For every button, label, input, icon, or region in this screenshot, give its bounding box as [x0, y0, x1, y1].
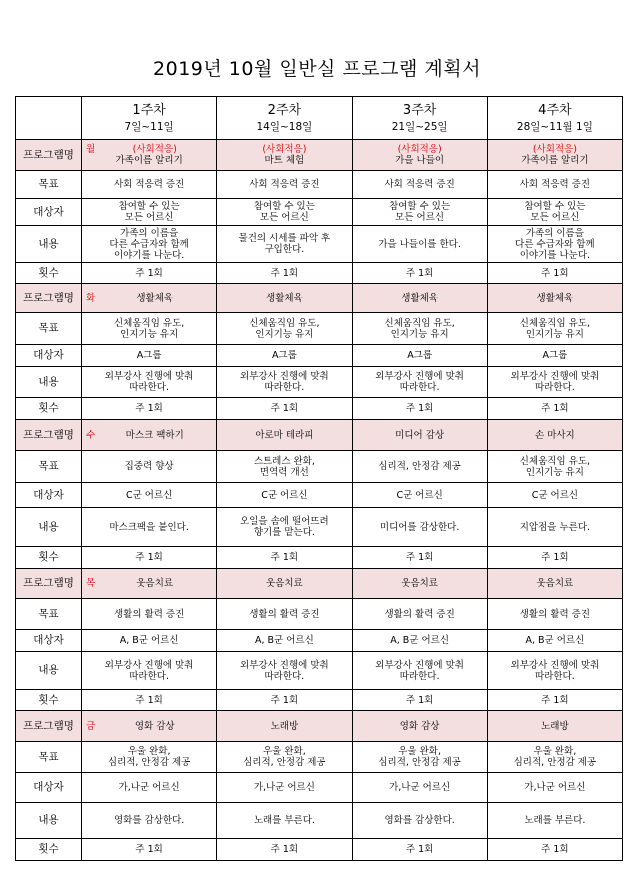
day-label: 월: [86, 144, 96, 155]
content-cell: 지압점을 누른다.: [487, 508, 622, 547]
day-label: 수: [86, 429, 96, 441]
target-cell: 참여할 수 있는 모든 어르신: [217, 199, 352, 226]
program-label: 프로그램명: [16, 284, 82, 313]
target-cell: A그룹: [217, 345, 352, 367]
target-cell: A그룹: [82, 345, 217, 367]
target-cell: A, B군 어르신: [82, 630, 217, 652]
target-row: [16, 199, 623, 226]
content-label: 내용: [16, 803, 82, 839]
goal-cell: 우울 완화, 심리적, 안정감 제공: [352, 742, 487, 773]
program-cell: [487, 284, 622, 313]
program-cell: [487, 711, 622, 742]
target-row: [16, 483, 623, 508]
target-row: [16, 345, 623, 367]
count-cell: 주 1회: [217, 398, 352, 420]
goal-row: [16, 599, 623, 630]
program-cell: [352, 420, 487, 451]
program-cell: [82, 284, 217, 313]
count-cell: 주 1회: [82, 839, 217, 861]
target-row: [16, 773, 623, 803]
program-name: 가을 나들이: [395, 155, 445, 166]
program-tag: (사회적응): [262, 144, 307, 155]
goal-row: [16, 451, 623, 483]
goal-row: [16, 742, 623, 773]
goal-cell: 신체움직임 유도, 인지기능 유지: [487, 451, 622, 483]
goal-cell: 스트레스 완화, 면역력 개선: [217, 451, 352, 483]
day-label: 목: [86, 578, 96, 589]
target-cell: 가,나군 어르신: [82, 773, 217, 803]
content-cell: 노래를 부른다.: [487, 803, 622, 839]
program-tag: (사회적응): [397, 144, 442, 155]
content-label: 내용: [16, 652, 82, 690]
count-cell: 주 1회: [352, 547, 487, 569]
target-label: 대상자: [16, 773, 82, 803]
target-cell: A그룹: [352, 345, 487, 367]
day-label: 금: [86, 720, 96, 732]
content-label: 내용: [16, 226, 82, 263]
goal-cell: 신체움직임 유도, 인지기능 유지: [352, 313, 487, 345]
goal-cell: 사회 적응력 증진: [352, 171, 487, 199]
header-row: [16, 97, 623, 140]
program-cell: [217, 569, 352, 599]
program-cell: [217, 420, 352, 451]
target-row: [16, 630, 623, 652]
target-cell: A, B군 어르신: [487, 630, 622, 652]
content-cell: 가족의 이름을 다른 수급자와 함께 이야기를 나눈다.: [487, 226, 622, 263]
count-cell: 주 1회: [487, 547, 622, 569]
corner-cell: [16, 97, 82, 140]
count-cell: 주 1회: [217, 839, 352, 861]
count-label: 횟수: [16, 690, 82, 711]
content-cell: 외부강사 진행에 맞춰 따라한다.: [352, 367, 487, 398]
goal-row: [16, 171, 623, 199]
target-cell: 참여할 수 있는 모든 어르신: [82, 199, 217, 226]
count-cell: 주 1회: [217, 690, 352, 711]
content-cell: 외부강사 진행에 맞춰 따라한다.: [82, 367, 217, 398]
program-cell: [352, 569, 487, 599]
content-cell: 외부강사 진행에 맞춰 따라한다.: [352, 652, 487, 690]
count-cell: 주 1회: [352, 690, 487, 711]
content-cell: 노래를 부른다.: [217, 803, 352, 839]
content-row: [16, 226, 623, 263]
program-name: 노래방: [270, 720, 299, 732]
program-row: [16, 420, 623, 451]
program-name: 영화 감상: [399, 720, 440, 732]
count-cell: 주 1회: [487, 839, 622, 861]
count-cell: 주 1회: [82, 690, 217, 711]
goal-cell: 사회 적응력 증진: [217, 171, 352, 199]
program-cell: [487, 420, 622, 451]
program-row: [16, 284, 623, 313]
count-cell: 주 1회: [352, 398, 487, 420]
program-cell: [352, 284, 487, 313]
content-cell: 가을 나들이를 한다.: [352, 226, 487, 263]
day-label: 화: [86, 292, 96, 304]
goal-cell: 생활의 활력 증진: [487, 599, 622, 630]
program-name: 손 마사지: [535, 429, 575, 441]
program-name: 웃음치료: [266, 578, 303, 589]
program-row: [16, 569, 623, 599]
content-row: [16, 367, 623, 398]
target-label: 대상자: [16, 483, 82, 508]
content-cell: 외부강사 진행에 맞춰 따라한다.: [82, 652, 217, 690]
count-row: [16, 690, 623, 711]
content-cell: 외부강사 진행에 맞춰 따라한다.: [217, 652, 352, 690]
target-cell: 참여할 수 있는 모든 어르신: [487, 199, 622, 226]
target-cell: 참여할 수 있는 모든 어르신: [352, 199, 487, 226]
program-cell: [82, 420, 217, 451]
week-header: 2주차 14일~18일: [217, 97, 352, 140]
program-name: 웃음치료: [536, 578, 574, 589]
program-row: [16, 711, 623, 742]
goal-cell: 생활의 활력 증진: [82, 599, 217, 630]
content-row: [16, 803, 623, 839]
content-cell: 외부강사 진행에 맞춰 따라한다.: [217, 367, 352, 398]
content-cell: 외부강사 진행에 맞춰 따라한다.: [487, 367, 622, 398]
count-cell: 주 1회: [487, 398, 622, 420]
program-cell: [487, 140, 622, 171]
count-label: 횟수: [16, 547, 82, 569]
program-name: 웃음치료: [401, 578, 438, 589]
program-name: 가족이름 알리기: [115, 155, 183, 166]
content-cell: 미디어를 감상한다.: [352, 508, 487, 547]
program-cell: [217, 140, 352, 171]
page-title: 2019년 10월 일반실 프로그램 계획서: [153, 58, 481, 80]
content-row: [16, 508, 623, 547]
target-cell: C군 어르신: [217, 483, 352, 508]
program-label: 프로그램명: [16, 140, 82, 171]
program-name: 가족이름 알리기: [521, 155, 589, 166]
program-cell: [352, 711, 487, 742]
goal-cell: 집중력 향상: [82, 451, 217, 483]
target-cell: C군 어르신: [82, 483, 217, 508]
week-header: 4주차 28일~11월 1일: [487, 97, 622, 140]
count-cell: 주 1회: [352, 263, 487, 284]
program-label: 프로그램명: [16, 420, 82, 451]
target-cell: C군 어르신: [487, 483, 622, 508]
count-row: [16, 398, 623, 420]
target-cell: A그룹: [487, 345, 622, 367]
goal-cell: 우울 완화, 심리적, 안정감 제공: [487, 742, 622, 773]
program-label: 프로그램명: [16, 711, 82, 742]
program-name: 생활체육: [536, 292, 574, 304]
count-row: [16, 839, 623, 861]
program-tag: (사회적응): [532, 144, 577, 155]
program-name: 생활체육: [136, 292, 174, 304]
content-cell: 오일을 솜에 떨어뜨려 향기를 맡는다.: [217, 508, 352, 547]
goal-cell: 심리적, 안정감 제공: [352, 451, 487, 483]
program-cell: [217, 711, 352, 742]
count-cell: 주 1회: [487, 690, 622, 711]
goal-label: 목표: [16, 451, 82, 483]
program-name: 생활체육: [401, 292, 438, 304]
target-cell: 가,나군 어르신: [217, 773, 352, 803]
program-cell: [352, 140, 487, 171]
target-cell: C군 어르신: [352, 483, 487, 508]
program-cell: [82, 711, 217, 742]
program-cell: [487, 569, 622, 599]
target-cell: A, B군 어르신: [217, 630, 352, 652]
count-cell: 주 1회: [217, 263, 352, 284]
content-cell: 물건의 시세를 파악 후 구입한다.: [217, 226, 352, 263]
content-row: [16, 652, 623, 690]
content-cell: 가족의 이름을 다른 수급자와 함께 이야기를 나눈다.: [82, 226, 217, 263]
goal-cell: 우울 완화, 심리적, 안정감 제공: [82, 742, 217, 773]
program-name: 웃음치료: [136, 578, 174, 589]
target-cell: 가,나군 어르신: [487, 773, 622, 803]
week-header: 1주차 7일~11일: [82, 97, 217, 140]
goal-cell: 생활의 활력 증진: [352, 599, 487, 630]
program-cell: [82, 569, 217, 599]
goal-cell: 우울 완화, 심리적, 안정감 제공: [217, 742, 352, 773]
program-row: [16, 140, 623, 171]
program-name: 아로마 테라피: [255, 429, 314, 441]
program-name: 영화 감상: [134, 720, 175, 732]
program-cell: [217, 284, 352, 313]
count-cell: 주 1회: [82, 263, 217, 284]
program-name: 마트 체험: [264, 155, 305, 166]
count-cell: 주 1회: [352, 839, 487, 861]
content-cell: 마스크팩을 붙인다.: [82, 508, 217, 547]
target-label: 대상자: [16, 630, 82, 652]
goal-row: [16, 313, 623, 345]
program-name: 노래방: [541, 720, 569, 732]
count-label: 횟수: [16, 263, 82, 284]
goal-cell: 신체움직임 유도, 인지기능 유지: [82, 313, 217, 345]
program-tag: (사회적응): [132, 144, 177, 155]
goal-label: 목표: [16, 742, 82, 773]
count-label: 횟수: [16, 398, 82, 420]
goal-label: 목표: [16, 313, 82, 345]
count-row: [16, 547, 623, 569]
goal-label: 목표: [16, 599, 82, 630]
content-cell: 영화를 감상한다.: [352, 803, 487, 839]
target-cell: A, B군 어르신: [352, 630, 487, 652]
goal-cell: 신체움직임 유도, 인지기능 유지: [217, 313, 352, 345]
program-name: 마스크 팩하기: [125, 429, 184, 441]
count-cell: 주 1회: [487, 263, 622, 284]
count-cell: 주 1회: [82, 398, 217, 420]
target-cell: 가,나군 어르신: [352, 773, 487, 803]
count-cell: 주 1회: [82, 547, 217, 569]
content-cell: 외부강사 진행에 맞춰 따라한다.: [487, 652, 622, 690]
content-label: 내용: [16, 367, 82, 398]
schedule-table: [15, 96, 623, 861]
week-header: 3주차 21일~25일: [352, 97, 487, 140]
goal-cell: 생활의 활력 증진: [217, 599, 352, 630]
target-label: 대상자: [16, 345, 82, 367]
goal-label: 목표: [16, 171, 82, 199]
goal-cell: 사회 적응력 증진: [82, 171, 217, 199]
content-label: 내용: [16, 508, 82, 547]
program-label: 프로그램명: [16, 569, 82, 599]
count-row: [16, 263, 623, 284]
goal-cell: 신체움직임 유도, 인지기능 유지: [487, 313, 622, 345]
count-label: 횟수: [16, 839, 82, 861]
goal-cell: 사회 적응력 증진: [487, 171, 622, 199]
program-cell: [82, 140, 217, 171]
content-cell: 영화를 감상한다.: [82, 803, 217, 839]
count-cell: 주 1회: [217, 547, 352, 569]
program-name: 생활체육: [266, 292, 303, 304]
program-name: 미디어 감상: [395, 429, 445, 441]
target-label: 대상자: [16, 199, 82, 226]
